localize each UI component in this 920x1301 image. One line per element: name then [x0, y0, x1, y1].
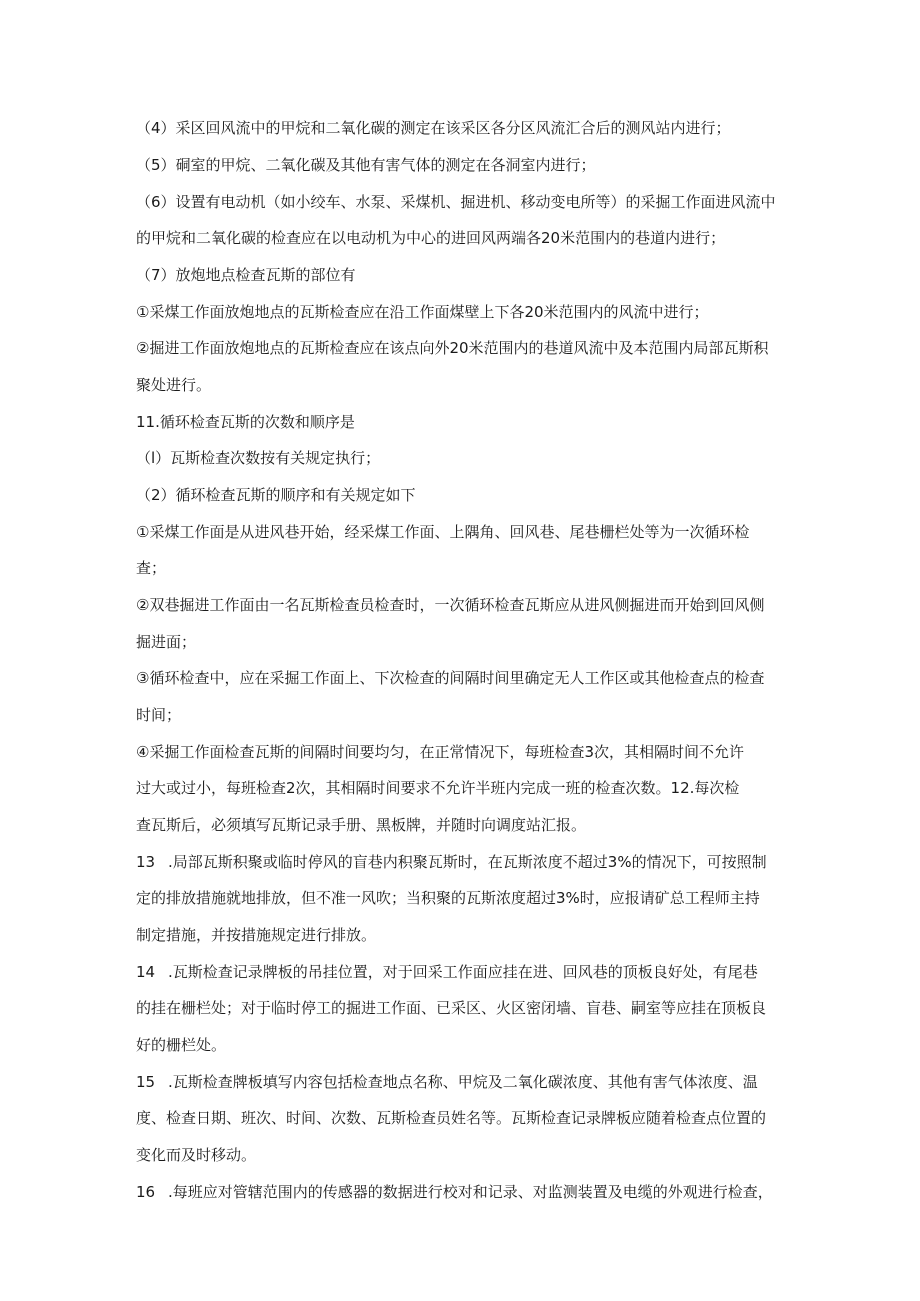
item-text: .瓦斯检查牌板填写内容包括检查地点名称、甲烷及二氧化碳浓度、其他有害气体浓度、温	[168, 1073, 758, 1091]
text-line: ④采掘工作面检查瓦斯的间隔时间要均匀，在正常情况下，每班检查3次，其相隔时间不允许	[136, 743, 744, 761]
item-number: 15	[136, 1073, 156, 1091]
numbered-item-14	[136, 962, 792, 982]
numbered-item-15	[136, 1072, 792, 1092]
text-line: 变化而及时移动。	[136, 1146, 257, 1164]
item-text: .每班应对管辖范围内的传感器的数据进行校对和记录、对监测装置及电缆的外观进行检查，	[168, 1183, 773, 1201]
text-line: 聚处进行。	[136, 376, 212, 394]
numbered-item-16	[136, 1182, 792, 1202]
text-line: ①采煤工作面放炮地点的瓦斯检查应在沿工作面煤壁上下各20米范围内的风流中进行；	[136, 303, 709, 321]
text-line: （7）放炮地点检查瓦斯的部位有	[136, 266, 356, 284]
text-line: 的甲烷和二氧化碳的检查应在以电动机为中心的进回风两端各20米范围内的巷道内进行；	[136, 229, 726, 247]
item-text: .局部瓦斯积聚或临时停风的盲巷内积聚瓦斯时，在瓦斯浓度不超过3%的情况下，可按照制	[168, 853, 767, 871]
text-line: ①采煤工作面是从进风巷开始，经采煤工作面、上隅角、回风巷、尾巷栅栏处等为一次循环检	[136, 523, 750, 541]
text-line: ②双巷掘进工作面由一名瓦斯检查员检查时，一次循环检查瓦斯应从进风侧掘进而开始到回风侧	[136, 596, 765, 614]
text-line: ③循环检查中，应在采掘工作面上、下次检查的间隔时间里确定无人工作区或其他检查点的检查	[136, 669, 765, 687]
item-number: 13	[136, 853, 156, 871]
text-line: 掘进面；	[136, 633, 197, 651]
text-line: 制定措施，并按措施规定进行排放。	[136, 926, 377, 944]
text-line: （2）循环检查瓦斯的顺序和有关规定如下	[136, 486, 416, 504]
text-line: （l）瓦斯检查次数按有关规定执行；	[136, 449, 381, 467]
text-line: 度、检查日期、班次、时间、次数、瓦斯检查员姓名等。瓦斯检查记录牌板应随着检查点位置的	[136, 1109, 767, 1127]
text-line: 好的栅栏处。	[136, 1036, 227, 1054]
text-line: （6）设置有电动机（如小绞车、水泵、采煤机、掘进机、移动变电所等）的采掘工作面进风流中	[136, 193, 776, 211]
item-number: 14	[136, 963, 156, 981]
text-line: ②掘进工作面放炮地点的瓦斯检查应在该点向外20米范围内的巷道风流中及本范围内局部瓦斯积	[136, 339, 769, 357]
text-line: （5）硐室的甲烷、二氧化碳及其他有害气体的测定在各洞室内进行；	[136, 156, 596, 174]
text-line: 查瓦斯后，必须填写瓦斯记录手册、黑板牌，并随时向调度站汇报。	[136, 816, 587, 834]
text-line: （4）采区回风流中的甲烷和二氧化碳的测定在该采区各分区风流汇合后的测风站内进行；	[136, 119, 731, 137]
text-line: 的挂在栅栏处；对于临时停工的掘进工作面、已采区、火区密闭墙、盲巷、嗣室等应挂在顶板良	[136, 999, 767, 1017]
numbered-item-13	[136, 852, 792, 872]
item-number: 16	[136, 1183, 156, 1201]
text-line: 过大或过小，每班检查2次，其相隔时间要求不允许半班内完成一班的检查次数。12.每次检	[136, 779, 740, 797]
text-line: 定的排放措施就地排放，但不准一风吹；当积聚的瓦斯浓度超过3%时，应报请矿总工程师主持	[136, 889, 760, 907]
item-text: .瓦斯检查记录牌板的吊挂位置，对于回采工作面应挂在进、回风巷的顶板良好处，有尾巷	[168, 963, 758, 981]
text-line: 查；	[136, 559, 167, 577]
section-heading: 11.循环检查瓦斯的次数和顺序是	[136, 413, 355, 431]
text-line: 时间；	[136, 706, 182, 724]
